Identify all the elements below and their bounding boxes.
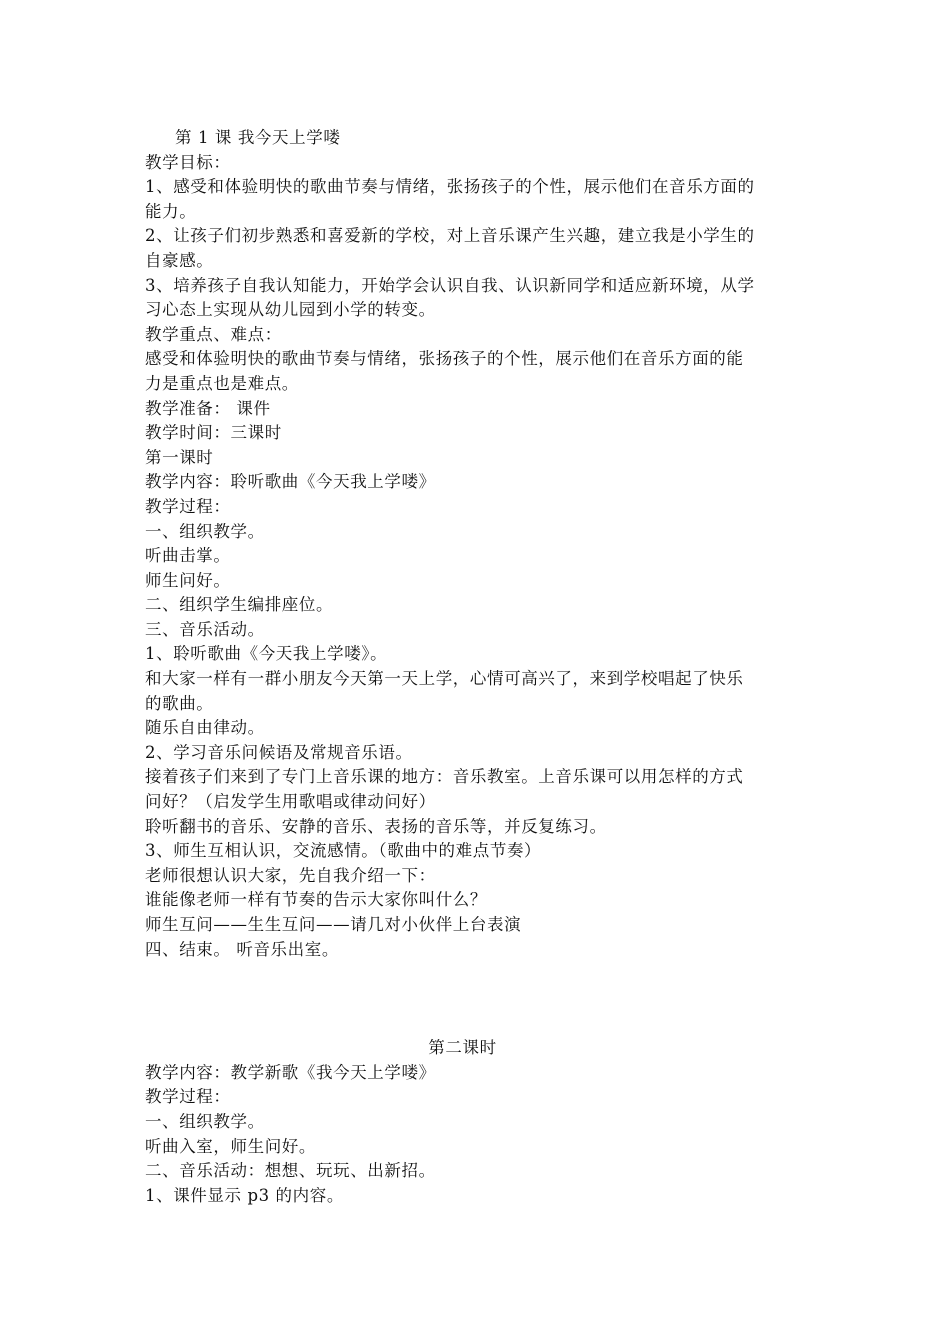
text-line: 1、聆听歌曲《今天我上学喽》。 [145, 644, 388, 664]
text-line: 接着孩子们来到了专门上音乐课的地方：音乐教室。上音乐课可以用怎样的方式 [145, 767, 744, 787]
section-title: 第二课时 [428, 1038, 497, 1058]
text-line: 教学过程： [145, 496, 231, 516]
text-line: 一、组织教学。 [145, 521, 265, 541]
text-line: 第一课时 [145, 447, 214, 467]
text-line: 教学目标： [145, 152, 231, 172]
text-line: 2、学习音乐问候语及常规音乐语。 [145, 742, 413, 762]
text-line: 二、组织学生编排座位。 [145, 595, 334, 615]
text-line: 教学内容：聆听歌曲《今天我上学喽》 [145, 472, 436, 492]
text-line: 随乐自由律动。 [145, 718, 265, 738]
text-line: 教学时间：三课时 [145, 423, 282, 443]
text-line: 老师很想认识大家，先自我介绍一下： [145, 865, 436, 885]
text-line: 问好？（启发学生用歌唱或律动问好） [145, 792, 436, 812]
text-line: 的歌曲。 [145, 693, 214, 713]
text-line: 聆听翻书的音乐、安静的音乐、表扬的音乐等，并反复练习。 [145, 816, 607, 836]
text-line: 1、感受和体验明快的歌曲节奏与情绪，张扬孩子的个性，展示他们在音乐方面的 [145, 177, 755, 197]
text-line: 2、让孩子们初步熟悉和喜爱新的学校，对上音乐课产生兴趣，建立我是小学生的 [145, 226, 755, 246]
lesson-title: 第 1 课 我今天上学喽 [175, 128, 341, 147]
text-line: 1、课件显示 p3 的内容。 [145, 1185, 344, 1205]
text-line: 教学内容：教学新歌《我今天上学喽》 [145, 1062, 436, 1082]
text-line: 二、音乐活动：想想、玩玩、出新招。 [145, 1161, 436, 1181]
text-line: 谁能像老师一样有节奏的告示大家你叫什么？ [145, 890, 487, 910]
text-line: 力是重点也是难点。 [145, 373, 299, 393]
text-line: 能力。 [145, 201, 197, 221]
text-line: 教学过程： [145, 1087, 231, 1107]
text-line: 一、组织教学。 [145, 1111, 265, 1131]
text-line: 感受和体验明快的歌曲节奏与情绪，张扬孩子的个性，展示他们在音乐方面的能 [145, 349, 744, 369]
text-line: 师生问好。 [145, 570, 231, 590]
text-line: 师生互问——生生互问——请几对小伙伴上台表演 [145, 915, 522, 934]
text-line: 自豪感。 [145, 250, 214, 270]
text-line: 三、音乐活动。 [145, 619, 265, 639]
text-line: 听曲入室，师生问好。 [145, 1136, 316, 1156]
document-body [145, 126, 815, 1208]
text-line: 听曲击掌。 [145, 546, 231, 566]
text-line: 四、结束。 听音乐出室。 [145, 939, 339, 959]
text-line: 和大家一样有一群小朋友今天第一天上学，心情可高兴了，来到学校唱起了快乐 [145, 669, 744, 689]
section-spacer [145, 962, 815, 1036]
text-line: 教学重点、难点： [145, 324, 282, 344]
text-line: 教学准备： 课件 [145, 398, 271, 418]
text-line: 习心态上实现从幼儿园到小学的转变。 [145, 300, 436, 320]
text-line: 3、培养孩子自我认知能力，开始学会认识自我、认识新同学和适应新环境，从学 [145, 275, 755, 295]
text-line: 3、师生互相认识，交流感情。（歌曲中的难点节奏） [145, 841, 542, 861]
